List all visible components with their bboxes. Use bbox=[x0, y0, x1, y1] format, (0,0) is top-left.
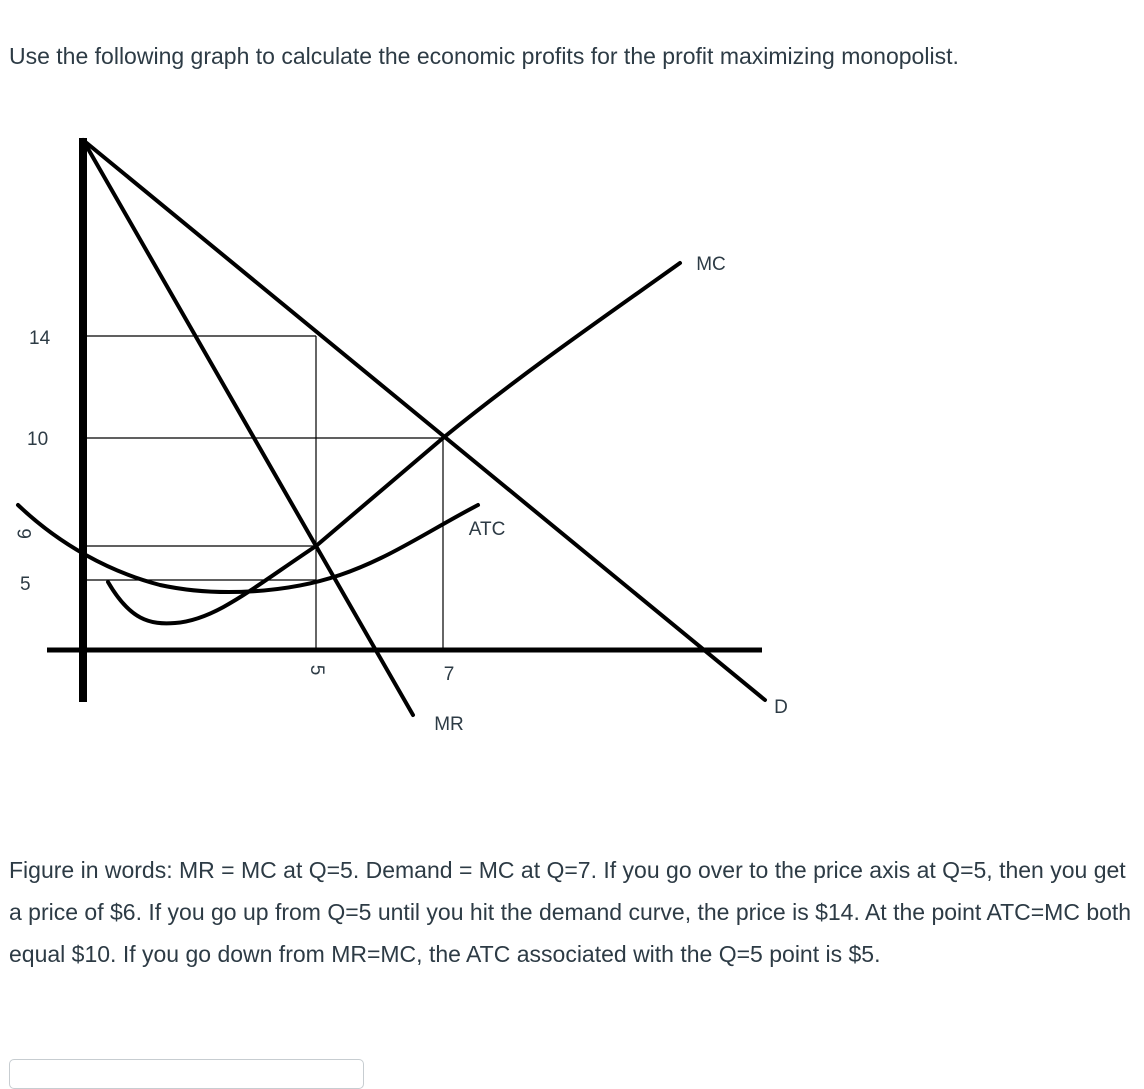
x-tick-5: 5 bbox=[306, 664, 327, 676]
answer-input[interactable] bbox=[9, 1059, 364, 1089]
figure-description: Figure in words: MR = MC at Q=5. Demand = MC at Q=7. If you go over to the price axis at Q=5, then you get a price of $6. If you go up from Q=5 until you hit the demand curve, the price is $14. At the point ATC=MC both equal $10. If you go down from MR=MC, the ATC associated with the Q=5 point is $5. bbox=[9, 857, 1132, 967]
guide-lines bbox=[83, 336, 443, 650]
atc-label: ATC bbox=[468, 519, 506, 540]
demand-curve bbox=[83, 140, 765, 700]
question-text: Use the following graph to calculate the economic profits for the profit maximizing monopolist. bbox=[9, 43, 959, 69]
graph-svg bbox=[0, 120, 830, 750]
mr-label: MR bbox=[434, 714, 464, 735]
marginal-revenue-curve bbox=[83, 140, 413, 715]
monopoly-graph bbox=[0, 120, 830, 750]
y-tick-6: 6 bbox=[15, 528, 36, 539]
y-tick-10: 10 bbox=[27, 429, 49, 450]
demand-label: D bbox=[774, 697, 788, 718]
y-tick-14: 14 bbox=[29, 328, 51, 349]
x-tick-7: 7 bbox=[443, 664, 455, 685]
y-tick-5: 5 bbox=[20, 574, 31, 595]
marginal-cost-curve bbox=[108, 263, 680, 623]
mc-label: MC bbox=[696, 254, 726, 275]
